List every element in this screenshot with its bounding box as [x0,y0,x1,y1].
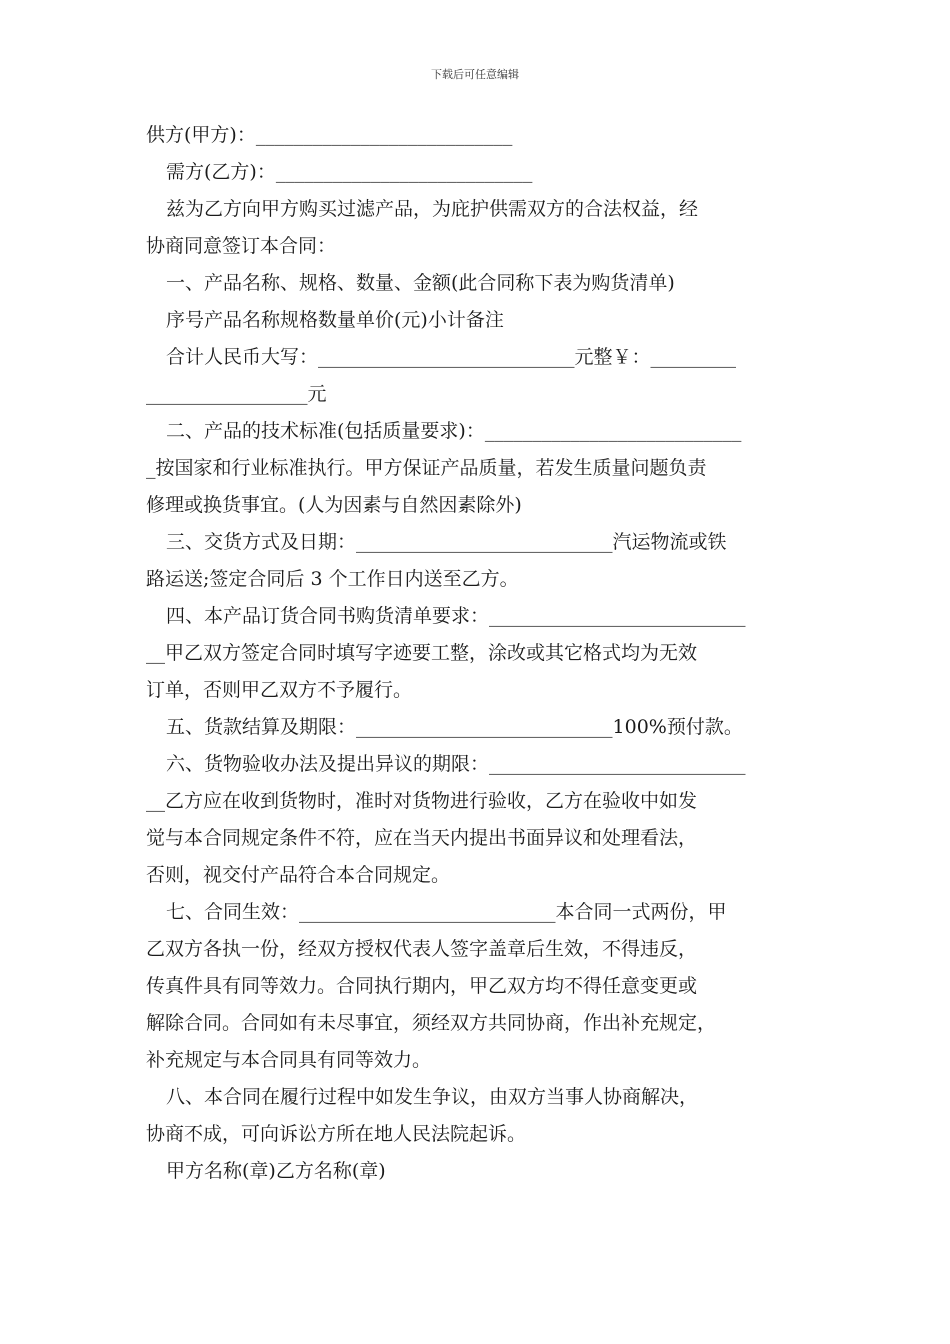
section-3-line-1 [146,524,810,561]
section-6-label: 六、货物验收办法及提出异议的期限： [166,753,490,775]
total-label: 合计人民币大写： [166,346,319,368]
contract-body [146,117,810,1190]
total-blank: ___________________________ [318,346,575,368]
buyer-blank: ___________________________ [275,161,533,183]
intro-line-1: 兹为乙方向甲方购买过滤产品，为庇护供需双方的合法权益，经 [166,198,699,220]
section-6-line-1 [146,746,810,783]
section-6-line-2: __乙方应在收到货物时，准时对货物进行验收，乙方在验收中如发 [146,790,698,812]
section-1-title: 一、产品名称、规格、数量、金额(此合同称下表为购货清单) [166,272,675,294]
section-3-line-2: 路运送;签定合同后 3 个工作日内送至乙方。 [146,568,519,590]
section-7-blank: ___________________________ [299,901,556,923]
section-5-tail: 100%预付款。 [612,716,743,738]
section-3-blank: ___________________________ [356,531,613,553]
product-table-header: 序号产品名称规格数量单价(元)小计备注 [166,309,504,331]
supplier-label: 供方(甲方)： [146,124,256,146]
section-7-line-2: 乙双方各执一份，经双方授权代表人签字盖章后生效，不得违反， [146,938,698,960]
section-7-label: 七、合同生效： [166,901,300,923]
section-8-line-2: 协商不成，可向诉讼方所在地人民法院起诉。 [146,1123,527,1145]
total-line [146,339,810,376]
section-3-label: 三、交货方式及日期： [166,531,357,553]
section-7-line-5: 补充规定与本合同具有同等效力。 [146,1049,432,1071]
section-4-line-3: 订单，否则甲乙双方不予履行。 [146,679,413,701]
supplier-line [146,117,810,154]
section-2-label: 二、产品的技术标准(包括质量要求)： [166,420,485,442]
section-3-tail: 汽运物流或铁 [612,531,727,553]
total-line-2 [146,376,810,413]
supplier-blank: ___________________________ [255,124,513,146]
section-4-blank: ___________________________ [489,605,746,627]
total-blank-2: _________ [650,346,737,368]
page-header-note: 下载后可任意编辑 [431,68,519,81]
section-4-line-1 [146,598,810,635]
intro-line-2: 协商同意签订本合同： [146,235,337,257]
section-2-line-1 [146,413,810,450]
buyer-label: 需方(乙方)： [166,161,276,183]
signature-line: 甲方名称(章)乙方名称(章) [166,1160,386,1182]
section-2-line-2: _按国家和行业标准执行。甲方保证产品质量，若发生质量问题负责 [146,457,707,479]
section-5-label: 五、货款结算及期限： [166,716,357,738]
section-4-line-2: __甲乙双方签定合同时填写字迹要工整，涂改或其它格式均为无效 [146,642,698,664]
section-7-line-3: 传真件具有同等效力。合同执行期内，甲乙双方均不得任意变更或 [146,975,698,997]
section-2-line-3: 修理或换货事宜。(人为因素与自然因素除外) [146,494,522,516]
section-8-line-1: 八、本合同在履行过程中如发生争议，由双方当事人协商解决， [166,1086,699,1108]
section-6-blank: ___________________________ [489,753,746,775]
total-mid: 元整￥： [574,346,651,368]
section-7-line-1 [146,894,810,931]
section-5-blank: ___________________________ [356,716,613,738]
section-5-line [146,709,810,746]
section-7-tail: 本合同一式两份，甲 [555,901,727,923]
section-6-line-3: 觉与本合同规定条件不符，应在当天内提出书面异议和处理看法， [146,827,698,849]
section-2-blank: ___________________________ [484,420,742,442]
total-end: 元 [307,383,327,405]
section-4-label: 四、本产品订货合同书购货清单要求： [166,605,490,627]
section-6-line-4: 否则，视交付产品符合本合同规定。 [146,864,451,886]
section-7-line-4: 解除合同。合同如有未尽事宜，须经双方共同协商，作出补充规定， [146,1012,717,1034]
buyer-line [146,154,810,191]
total-blank-3: _________________ [146,383,308,405]
